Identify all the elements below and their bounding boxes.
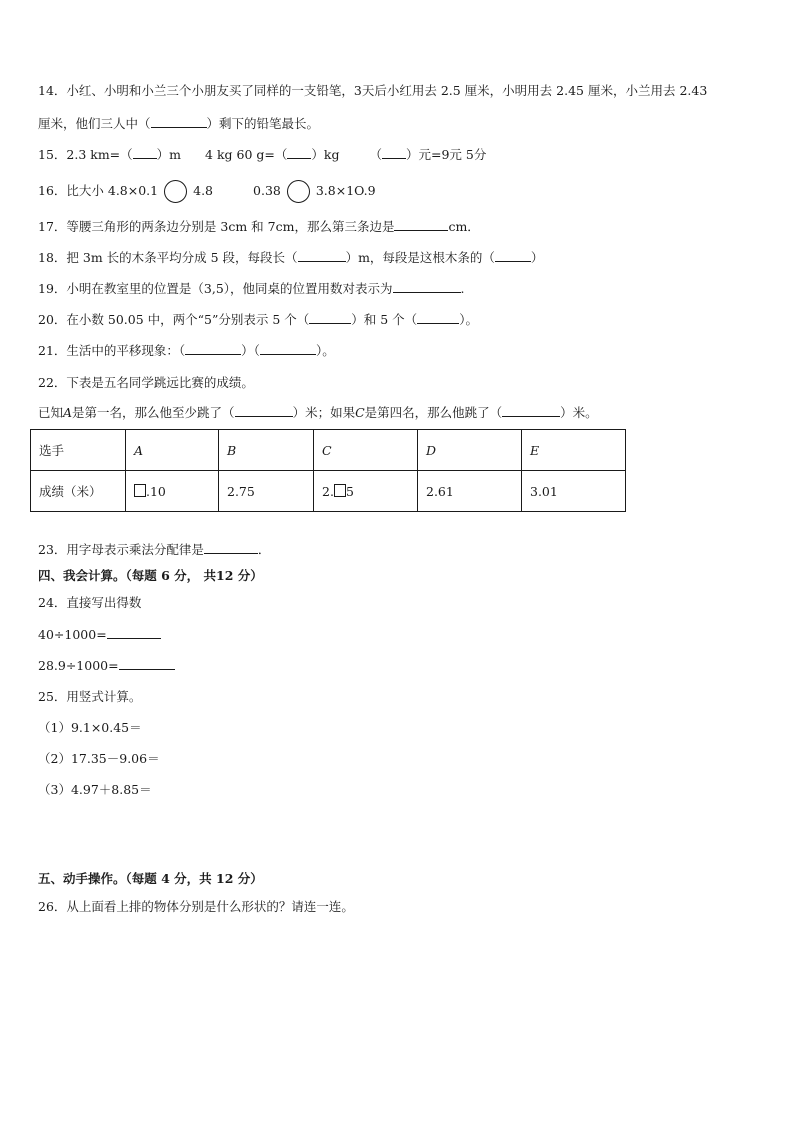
q15-text-e: （ — [369, 147, 382, 162]
table-header-cell: D — [418, 430, 522, 471]
question-24 — [38, 594, 141, 612]
q25-expression-1 — [38, 719, 142, 737]
answer-blank[interactable] — [394, 218, 448, 231]
question-14-line-2 — [38, 115, 319, 133]
question-26 — [38, 898, 354, 916]
table-header-cell: 选手 — [31, 430, 126, 471]
q24-expression-1 — [38, 626, 161, 644]
missing-digit-box[interactable] — [134, 484, 146, 497]
score-c-suffix: 5 — [345, 483, 354, 499]
q16-text-c: 0.38 — [253, 183, 281, 198]
q14-text-2b: ）剩下的铅笔最长。 — [206, 116, 320, 131]
answer-blank[interactable] — [235, 404, 293, 417]
q15-text-d: ）kg — [311, 147, 340, 162]
table-header-cell: A — [126, 430, 219, 471]
question-20 — [38, 311, 478, 329]
answer-blank[interactable] — [417, 311, 459, 324]
question-18 — [38, 249, 543, 267]
question-15 — [38, 146, 486, 164]
q26-text: 26．从上面看上排的物体分别是什么形状的？请连一连。 — [38, 899, 354, 914]
answer-blank[interactable] — [133, 146, 157, 159]
q15-text-a: 15．2.3 km=（ — [38, 147, 133, 162]
question-22-prompt — [38, 404, 598, 422]
q24-expression-2 — [38, 657, 175, 675]
answer-blank[interactable] — [260, 342, 316, 355]
question-14-line-1 — [38, 82, 707, 100]
q17-text-a: 17．等腰三角形的两条边分别是 3cm 和 7cm，那么第三条边是 — [38, 219, 395, 234]
q25-title: 25．用竖式计算。 — [38, 689, 142, 704]
answer-blank[interactable] — [107, 626, 161, 639]
q20-text-a: 20．在小数 50.05 中，两个“5”分别表示 5 个（ — [38, 312, 310, 327]
question-16 — [38, 180, 376, 203]
answer-blank[interactable] — [382, 146, 406, 159]
q14-text-2a: 厘米，他们三人中（ — [38, 116, 151, 131]
answer-blank[interactable] — [185, 342, 241, 355]
compare-circle[interactable] — [164, 180, 187, 203]
q22-text-e: ）米。 — [560, 405, 598, 420]
q19-text-a: 19．小明在教室里的位置是（3,5），他同桌的位置用数对表示为 — [38, 281, 393, 296]
table-cell: 2.61 — [418, 471, 522, 512]
q18-text-b: ）m，每段是这根木条的（ — [345, 250, 495, 265]
answer-blank[interactable] — [309, 311, 351, 324]
question-19 — [38, 280, 465, 298]
table-cell: 2.75 — [219, 471, 314, 512]
section-4-text: 四、我会计算。（每题 6 分， 共12 分） — [38, 568, 263, 583]
table-cell: 3.01 — [522, 471, 626, 512]
question-21 — [38, 342, 335, 360]
table-cell — [314, 471, 418, 512]
table-cell — [126, 471, 219, 512]
score-c-prefix: 2. — [322, 483, 334, 499]
q22-text-a: 已知 — [38, 405, 64, 420]
answer-blank[interactable] — [495, 249, 531, 262]
question-23 — [38, 541, 270, 559]
q25-expression-2 — [38, 750, 160, 768]
q22-var-a: A — [63, 405, 73, 420]
q24-e1: 40÷1000= — [38, 627, 107, 642]
q15-text-b: ）m — [156, 147, 182, 162]
answer-blank[interactable] — [119, 657, 175, 670]
answer-blank[interactable] — [287, 146, 311, 159]
question-25 — [38, 688, 141, 706]
q25-expression-3 — [38, 781, 152, 799]
missing-digit-box[interactable] — [334, 484, 346, 497]
score-table — [30, 429, 626, 512]
q19-text-b: . — [460, 281, 465, 296]
q25-e1: （1）9.1×0.45＝ — [38, 720, 142, 735]
section-5-text: 五、动手操作。（每题 4 分，共 12 分） — [38, 871, 263, 886]
q16-text-b: 4.8 — [193, 183, 214, 198]
table-cell: 成绩（米） — [31, 471, 126, 512]
q22-text-c: ）米；如果 — [292, 405, 356, 420]
q20-text-c: ）。 — [459, 312, 478, 327]
section-4-heading — [38, 567, 263, 585]
q18-text-a: 18．把 3m 长的木条平均分成 5 段，每段长（ — [38, 250, 298, 265]
q16-text-a: 16．比大小 4.8×0.1 — [38, 183, 159, 198]
table-header-cell: C — [314, 430, 418, 471]
q24-title: 24．直接写出得数 — [38, 595, 142, 610]
section-5-heading — [38, 870, 263, 888]
q22-intro-text: 22．下表是五名同学跳远比赛的成绩。 — [38, 375, 254, 390]
table-row — [31, 430, 626, 471]
q15-text-c: 4 kg 60 g=（ — [205, 147, 288, 162]
q22-var-c: C — [355, 405, 365, 420]
question-17 — [38, 218, 480, 236]
q20-text-b: ）和 5 个（ — [351, 312, 418, 327]
q22-text-d: 是第四名，那么他跳了（ — [364, 405, 503, 420]
table-row — [31, 471, 626, 512]
q23-text-b: ． — [257, 542, 271, 557]
q17-text-b: cm． — [448, 219, 480, 234]
q21-text-a: 21．生活中的平移现象：（ — [38, 343, 186, 358]
score-a-suffix: .10 — [146, 483, 166, 499]
compare-circle[interactable] — [287, 180, 310, 203]
q23-text-a: 23．用字母表示乘法分配律是 — [38, 542, 204, 557]
q24-e2: 28.9÷1000= — [38, 658, 119, 673]
q15-text-f: ）元=9元 5分 — [405, 147, 487, 162]
q16-text-d: 3.8×1O.9 — [315, 183, 376, 198]
answer-blank[interactable] — [502, 404, 560, 417]
answer-blank[interactable] — [298, 249, 346, 262]
q25-e2: （2）17.35－9.06＝ — [38, 751, 160, 766]
q21-text-c: ）。 — [315, 343, 335, 358]
q18-text-c: ） — [530, 250, 544, 265]
q22-text-b: 是第一名，那么他至少跳了（ — [72, 405, 235, 420]
q25-e3: （3）4.97＋8.85＝ — [38, 782, 152, 797]
answer-blank[interactable] — [204, 541, 258, 554]
question-22-intro — [38, 374, 254, 392]
table-header-cell: E — [522, 430, 626, 471]
q21-text-b: ）（ — [241, 343, 260, 358]
q14-text-1: 14．小红、小明和小兰三个小朋友买了同样的一支铅笔，3天后小红用去 2.5 厘米，小明用去 2.45 厘米，小兰用去 2.43 — [38, 83, 708, 98]
answer-blank[interactable] — [393, 280, 461, 293]
table-header-cell: B — [219, 430, 314, 471]
answer-blank[interactable] — [151, 115, 207, 128]
